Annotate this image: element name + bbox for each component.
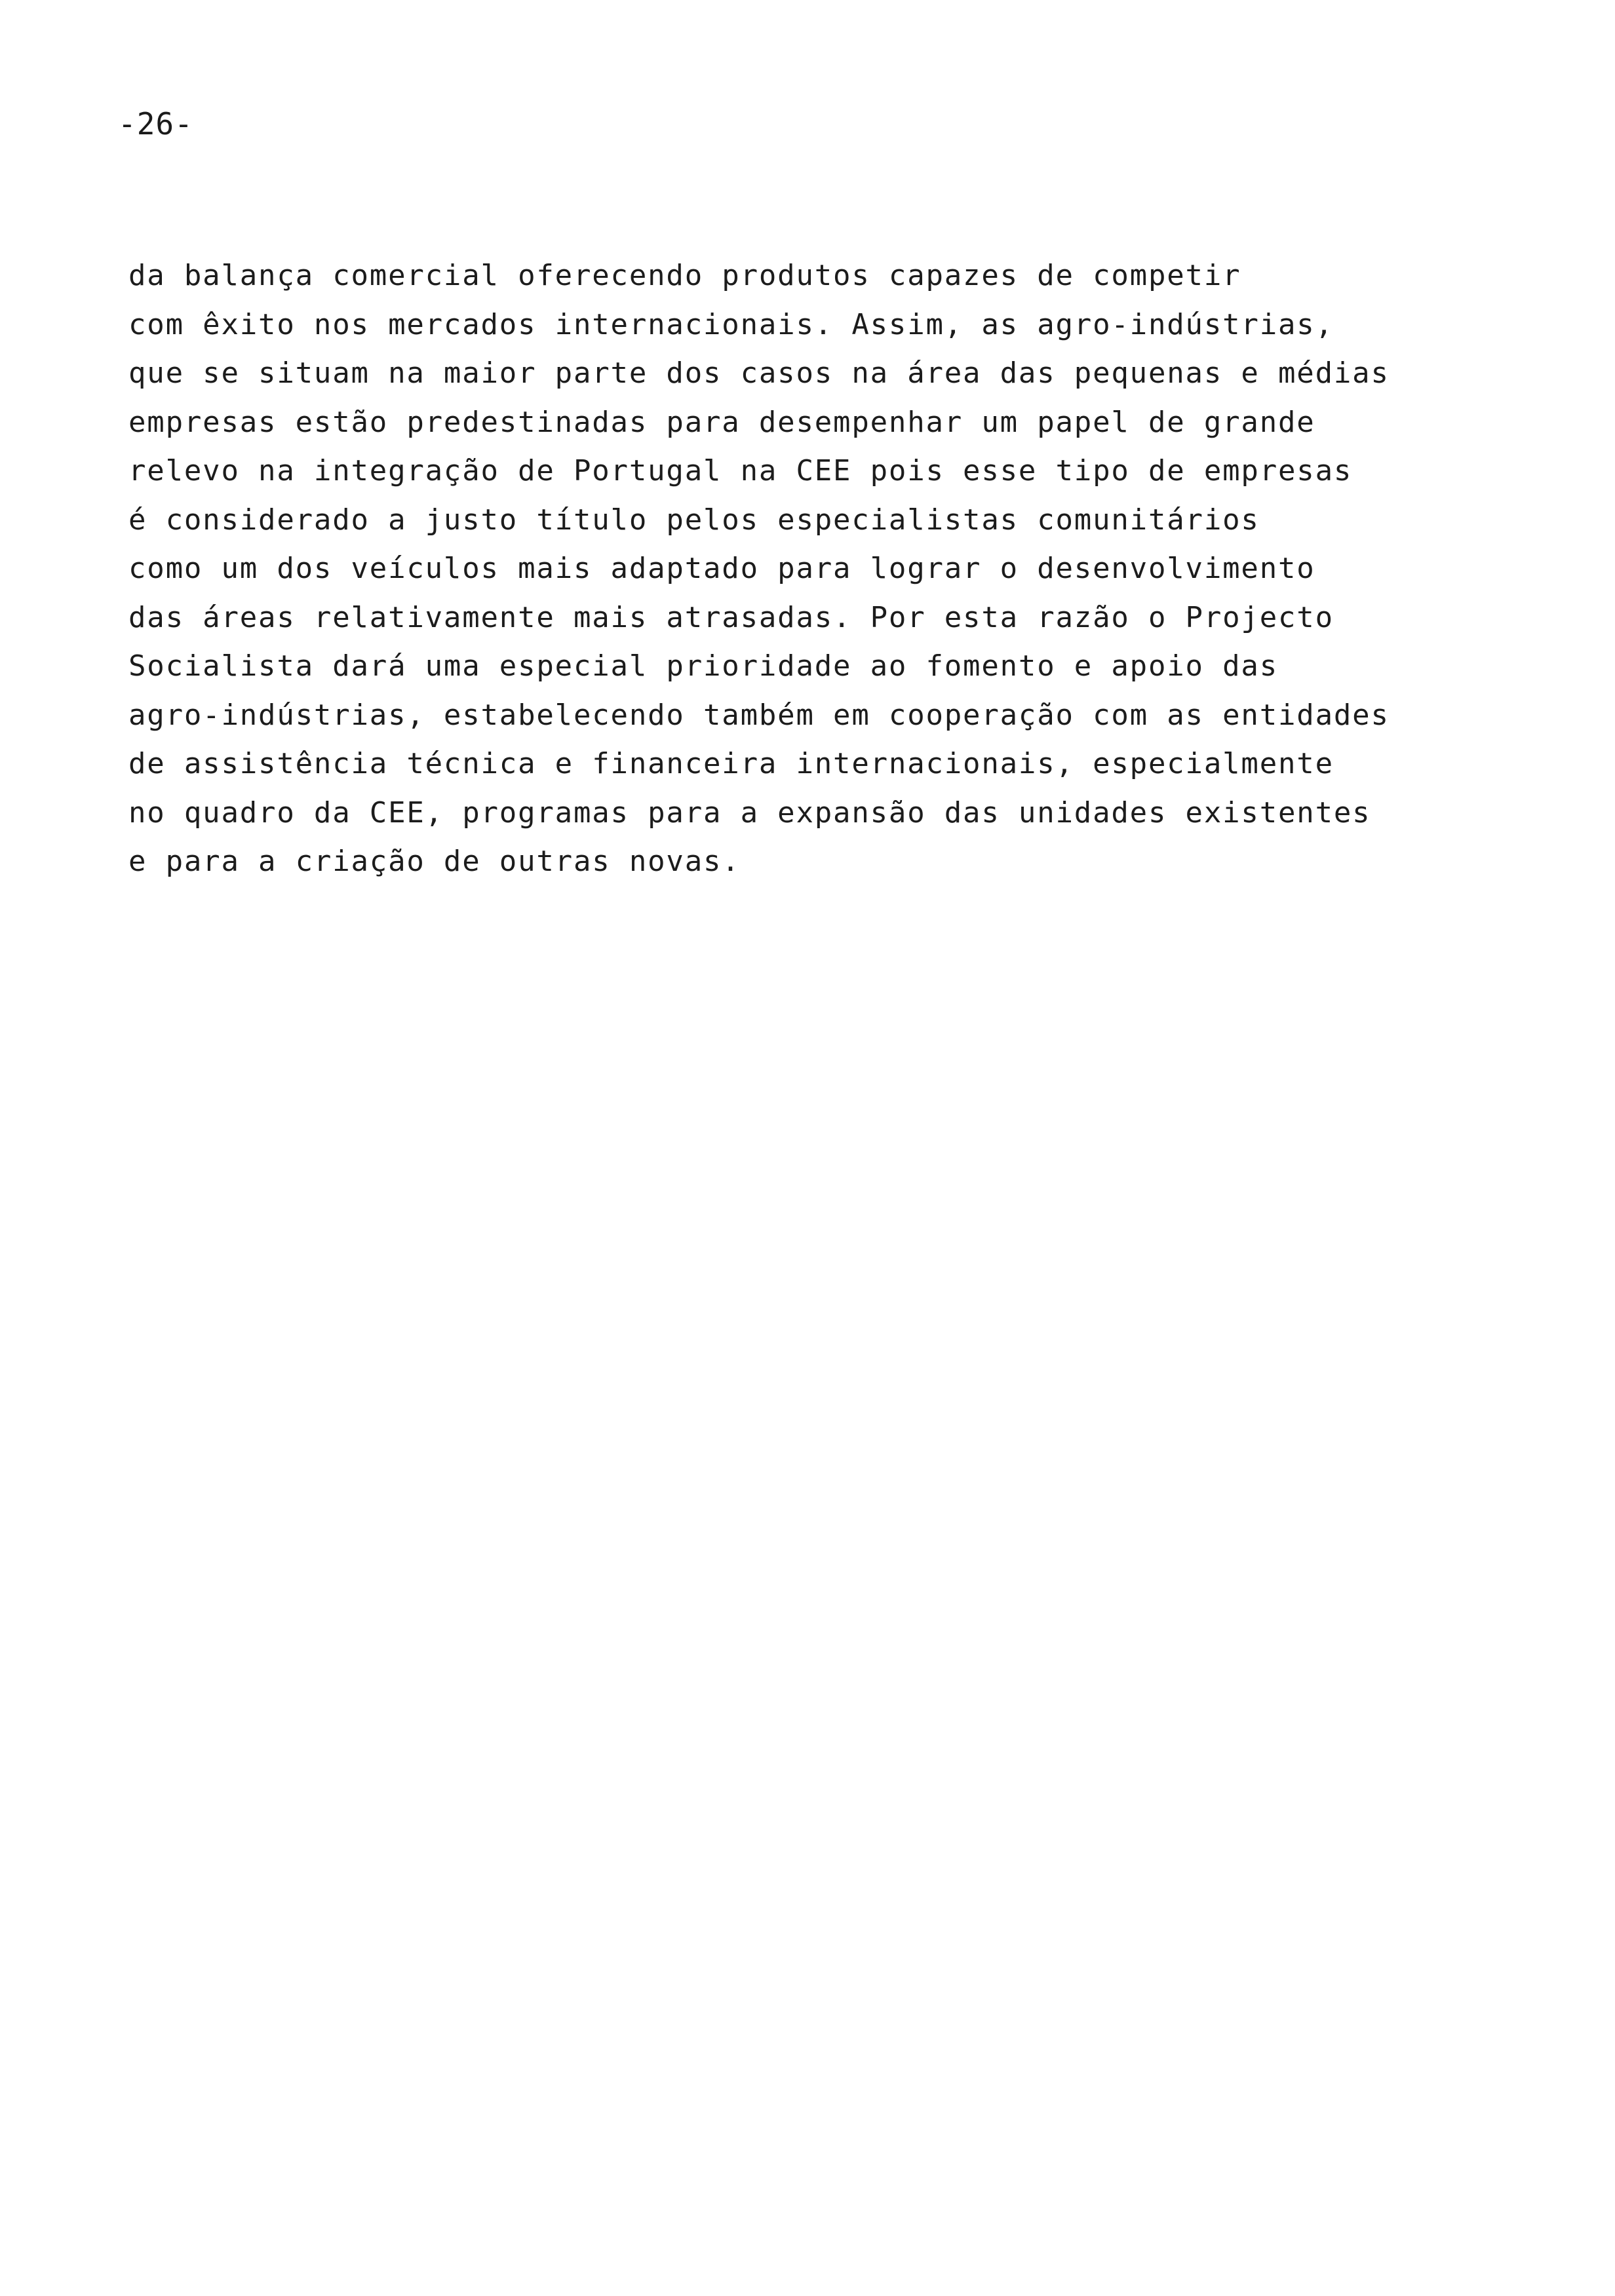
text-line: empresas estão predestinadas para desempenhar um papel de grande bbox=[128, 405, 1315, 439]
text-line: das áreas relativamente mais atrasadas. Por esta razão o Projecto bbox=[128, 600, 1334, 634]
text-line: e para a criação de outras novas. bbox=[128, 845, 741, 878]
text-line: no quadro da CEE, programas para a expansão das unidades existentes bbox=[128, 795, 1371, 830]
text-line: da balança comercial oferecendo produtos capazes de competir bbox=[128, 259, 1241, 292]
text-line: é considerado a justo título pelos especialistas comunitários bbox=[128, 503, 1260, 537]
body-paragraph bbox=[128, 252, 1505, 887]
text-line: de assistência técnica e financeira internacionais, especialmente bbox=[128, 747, 1334, 780]
text-line: agro-indústrias, estabelecendo também em cooperação com as entidades bbox=[128, 698, 1390, 732]
text-line: que se situam na maior parte dos casos na área das pequenas e médias bbox=[128, 356, 1390, 390]
page-number: -26- bbox=[118, 106, 193, 142]
text-line: com êxito nos mercados internacionais. Assim, as agro-indústrias, bbox=[128, 307, 1334, 341]
text-line: relevo na integração de Portugal na CEE pois esse tipo de empresas bbox=[128, 454, 1353, 488]
text-line: como um dos veículos mais adaptado para lograr o desenvolvimento bbox=[128, 552, 1315, 585]
text-line: Socialista dará uma especial prioridade ao fomento e apoio das bbox=[128, 649, 1278, 683]
